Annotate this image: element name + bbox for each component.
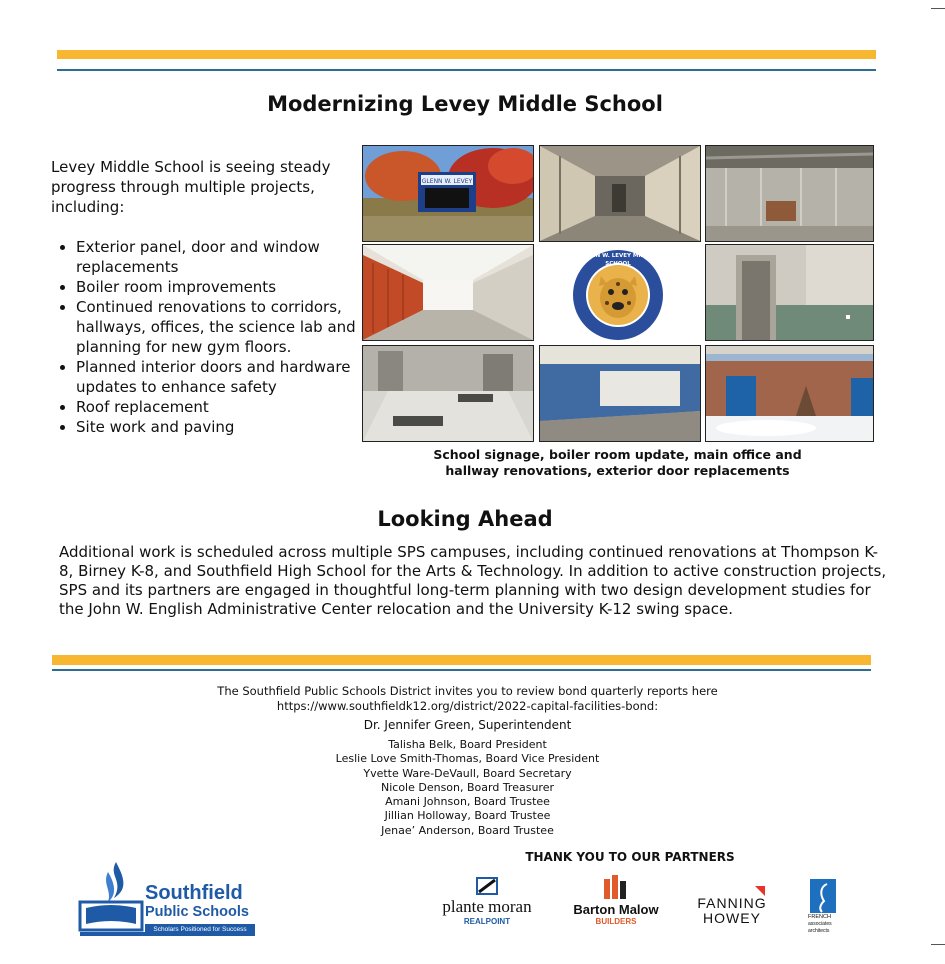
list-item: • Planned interior doors and hardware updates to enhance safety bbox=[76, 357, 376, 397]
board-member: Leslie Love Smith-Thomas, Board Vice President bbox=[335, 752, 600, 766]
district-name-line2: Public Schools bbox=[145, 904, 249, 920]
looking-ahead-title: Looking Ahead bbox=[377, 507, 553, 531]
crop-mark-top bbox=[931, 8, 945, 9]
district-name-line1: Southfield bbox=[145, 882, 243, 904]
intro-text: Levey Middle School is seeing steady progress through multiple projects, including: bbox=[51, 158, 331, 216]
bottom-blue-rule bbox=[52, 669, 871, 671]
french-associates-mark-icon bbox=[810, 879, 836, 913]
levey-school-logo bbox=[571, 248, 665, 342]
southfield-logo bbox=[78, 858, 258, 940]
barton-malow-mark-icon bbox=[602, 875, 630, 901]
photo-main-office bbox=[539, 345, 701, 442]
bond-invite-text: The Southfield Public Schools District invites you to review bond quarterly reports here bbox=[217, 684, 718, 698]
french-line3: architects bbox=[808, 928, 830, 934]
board-member: Amani Johnson, Board Trustee bbox=[385, 795, 550, 809]
photo-interior-doorway bbox=[705, 244, 874, 341]
plante-moran-mark-icon bbox=[475, 876, 499, 896]
list-item: • Exterior panel, door and window replacements bbox=[76, 237, 376, 277]
school-logo-text: GLENN W. LEVEY MIDDLE SCHOOL bbox=[579, 253, 657, 267]
board-member: Talisha Belk, Board President bbox=[388, 738, 547, 751]
crop-mark-bottom bbox=[931, 944, 945, 945]
photo-caption: School signage, boiler room update, main office and hallway renovations, exterior door replacements bbox=[433, 447, 802, 478]
board-member: Yvette Ware-DeVaull, Board Secretary bbox=[363, 766, 572, 780]
fanning-howey-line2: HOWEY bbox=[703, 910, 761, 926]
photo-boiler-room bbox=[362, 345, 534, 442]
looking-ahead-text: Additional work is scheduled across multiple SPS campuses, including continued renovations at Thompson K-8, Birney K-8, and Southfield High School for the Arts & Technology. In addition to active construction projects, SPS and its partners are engaged in thoughtful long-term planning with two design development studies for the John W. English Administrative Center relocation and the University K-12 swing space. bbox=[59, 543, 887, 618]
french-associates-logo bbox=[808, 879, 838, 941]
district-tagline: Scholars Positioned for Success bbox=[145, 924, 255, 936]
top-blue-rule bbox=[57, 69, 876, 71]
photo-office-framing bbox=[705, 145, 874, 242]
list-item: • Continued renovations to corridors, hallways, offices, the science lab and planning for new gym floors. bbox=[76, 297, 376, 357]
top-gold-bar bbox=[57, 50, 876, 59]
barton-malow-name: Barton Malow bbox=[573, 902, 659, 917]
photo-exterior-doors bbox=[705, 345, 874, 442]
board-member: Nicole Denson, Board Treasurer bbox=[380, 780, 554, 794]
flame-book-icon bbox=[78, 858, 148, 940]
photo-hallway-lockers bbox=[362, 244, 534, 341]
fanning-howey-logo bbox=[692, 886, 772, 926]
bottom-gold-bar bbox=[52, 655, 871, 665]
barton-malow-sub: BUILDERS bbox=[595, 917, 637, 926]
list-item: • Roof replacement bbox=[76, 397, 376, 417]
board-list bbox=[290, 738, 645, 838]
plante-moran-sub: REALPOINT bbox=[463, 917, 511, 926]
sign-text: GLENN W. LEVEY bbox=[421, 178, 473, 185]
superintendent: Dr. Jennifer Green, Superintendent bbox=[363, 718, 572, 732]
list-item: • Site work and paving bbox=[76, 417, 376, 437]
board-member: Jenae’ Anderson, Board Trustee bbox=[381, 823, 554, 837]
board-member: Jillian Holloway, Board Trustee bbox=[384, 809, 551, 823]
page-title: Modernizing Levey Middle School bbox=[267, 92, 663, 116]
french-line1: FRENCH bbox=[808, 914, 831, 920]
photo-school-signage bbox=[362, 145, 534, 242]
barton-malow-logo bbox=[568, 875, 664, 929]
partners-heading: THANK YOU TO OUR PARTNERS bbox=[525, 850, 735, 864]
projects-list bbox=[51, 237, 376, 437]
french-line2: associates bbox=[808, 921, 832, 927]
photo-hallway-insulation bbox=[539, 145, 701, 242]
plante-moran-name: plante moran bbox=[442, 897, 532, 916]
bond-url-link[interactable]: https://www.southfieldk12.org/district/2022-capital-facilities-bond: bbox=[276, 699, 659, 713]
plante-moran-logo bbox=[435, 876, 539, 928]
fanning-howey-line1: FANNING bbox=[697, 895, 767, 911]
list-item: • Boiler room improvements bbox=[76, 277, 376, 297]
